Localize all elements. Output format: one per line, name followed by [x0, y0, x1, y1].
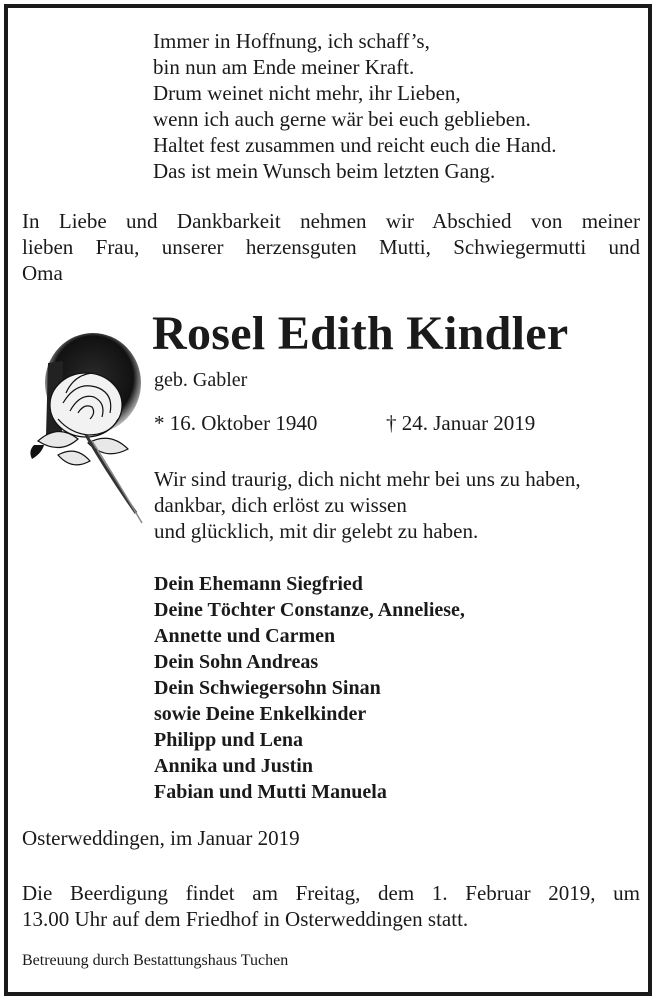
funeral-line: Die Beerdigung findet am Freitag, dem 1. Februar 2019, um [22, 881, 640, 905]
poem-line: Das ist mein Wunsch beim letzten Gang. [153, 159, 496, 183]
intro-line: In Liebe und Dankbarkeit nehmen wir Abschied von meiner [22, 209, 640, 233]
poem-line: wenn ich auch gerne wär bei euch geblieben. [153, 107, 531, 131]
mourner-line: Fabian und Mutti Manuela [154, 781, 387, 803]
obituary-notice [4, 4, 652, 996]
mourner-line: Annette und Carmen [154, 625, 336, 647]
intro-line: lieben Frau, unserer herzensguten Mutti, Schwiegermutti und [22, 235, 640, 259]
mourner-line: Deine Töchter Constanze, Anneliese, [154, 599, 465, 621]
poem-line: Drum weinet nicht mehr, ihr Lieben, [153, 81, 461, 105]
deceased-name: Rosel Edith Kindler [152, 307, 569, 360]
mourner-line: Dein Ehemann Siegfried [154, 573, 363, 595]
poem-line: bin nun am Ende meiner Kraft. [153, 55, 415, 79]
death-date: † 24. Januar 2019 [386, 411, 536, 435]
mourners-list [154, 571, 465, 805]
mourner-line: Philipp und Lena [154, 729, 303, 751]
poem-line: Immer in Hoffnung, ich schaff’s, [153, 29, 430, 53]
intro-text [22, 208, 640, 286]
mourner-line: Dein Schwiegersohn Sinan [154, 677, 381, 699]
maiden-name: geb. Gabler [154, 369, 248, 391]
poem [153, 28, 557, 184]
memorial-verse [154, 466, 581, 544]
intro-line: Oma [22, 261, 63, 285]
mourner-line: sowie Deine Enkelkinder [154, 703, 367, 725]
birth-date: * 16. Oktober 1940 [154, 411, 318, 435]
mourner-line: Dein Sohn Andreas [154, 651, 319, 673]
poem-line: Haltet fest zusammen und reicht euch die Hand. [153, 133, 557, 157]
funeral-info [22, 880, 640, 932]
place-and-date: Osterweddingen, im Januar 2019 [22, 826, 300, 850]
mourner-line: Annika und Justin [154, 755, 313, 777]
verse-line: und glücklich, mit dir gelebt zu haben. [154, 519, 479, 543]
funeral-line: 13.00 Uhr auf dem Friedhof in Osterweddingen statt. [22, 907, 469, 931]
verse-line: dankbar, dich erlöst zu wissen [154, 493, 407, 517]
life-dates [154, 410, 536, 436]
verse-line: Wir sind traurig, dich nicht mehr bei uns zu haben, [154, 467, 581, 491]
undertaker-note: Betreuung durch Bestattungshaus Tuchen [22, 952, 289, 969]
rose-icon [18, 323, 148, 533]
